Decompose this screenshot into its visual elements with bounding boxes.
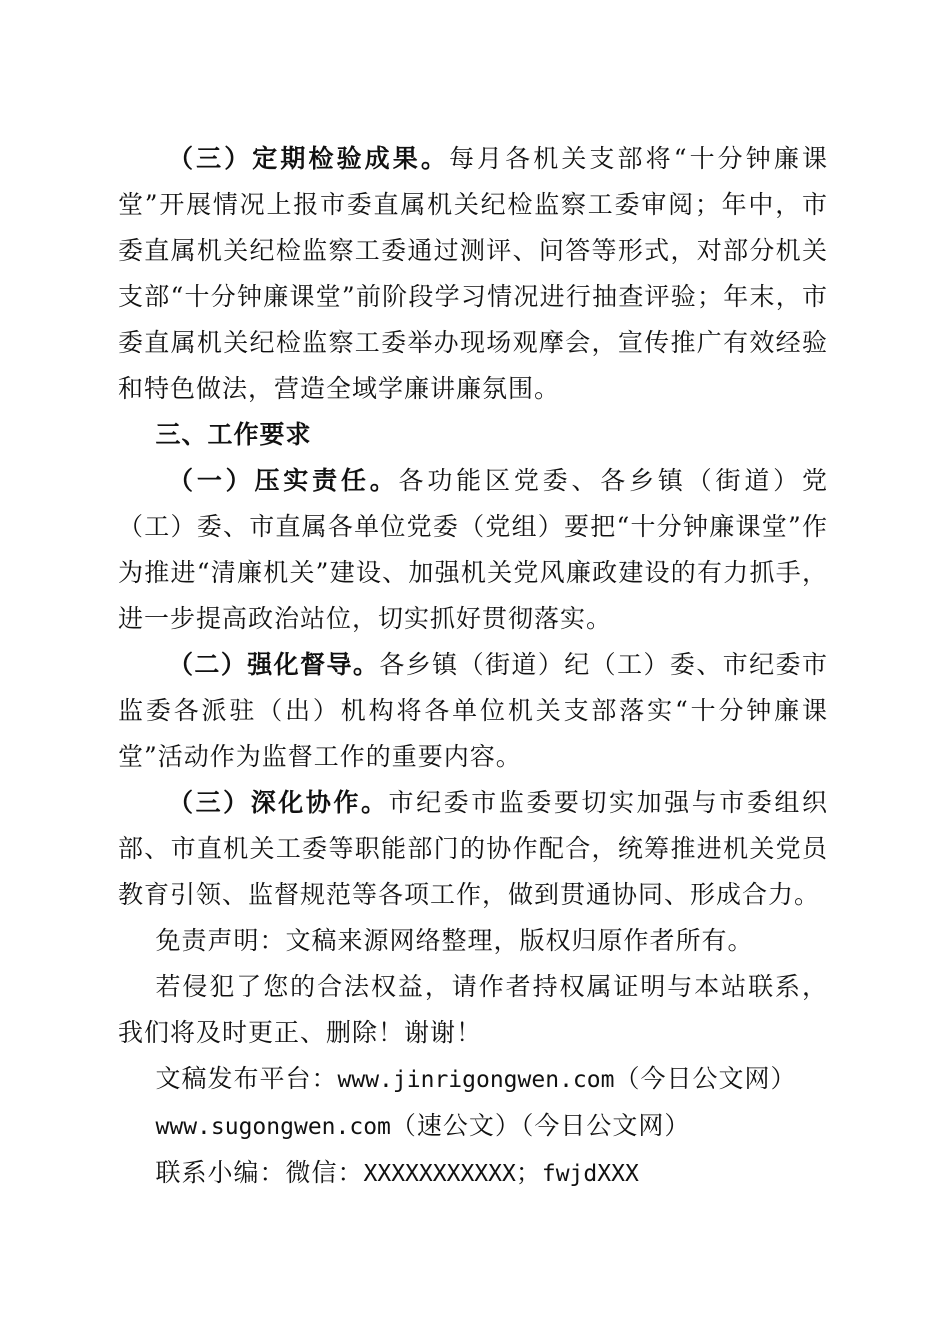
document-body	[118, 136, 828, 1197]
contact-separator: ；	[515, 1158, 542, 1187]
paragraph-heading: （一）压实责任。	[168, 466, 399, 495]
platform-line-1	[118, 1056, 828, 1103]
platform-label: 文稿发布平台：	[155, 1064, 338, 1093]
paragraph-responsibility	[118, 458, 828, 642]
contact-line	[118, 1150, 828, 1197]
paragraph-heading: （二）强化督导。	[168, 650, 380, 679]
disclaimer-line-1: 免责声明：文稿来源网络整理，版权归原作者所有。	[155, 926, 754, 955]
platform-name-1: （今日公文网）	[614, 1064, 797, 1093]
platform-name-2: （速公文）（今日公文网）	[390, 1111, 691, 1140]
platform-url-1[interactable]: www.jinrigongwen.com	[337, 1067, 615, 1093]
platform-line-2	[118, 1103, 828, 1150]
paragraph-text: 每月各机关支部将“十分钟廉课堂”开展情况上报市委直属机关纪检监察工委审阅；年中，市委直属机关纪检监察工委通过测评、问答等形式，对部分机关支部“十分钟廉课堂”前阶段学习情况进行抽查评验；年末，市委直属机关纪检监察工委举办现场观摩会，宣传推广有效经验和特色做法，营造全域学廉讲廉氛围。	[118, 144, 828, 403]
contact-label: 联系小编：微信：	[155, 1158, 364, 1187]
contact-wechat: XXXXXXXXXXX	[363, 1161, 516, 1187]
paragraph-text: 各功能区党委、各乡镇（街道）党（工）委、市直属各单位党委（党组）要把“十分钟廉课堂”作为推进“清廉机关”建设、加强机关党风廉政建设的有力抓手，进一步提高政治站位，切实抓好贯彻落实。	[118, 466, 828, 633]
paragraph-text: 各乡镇（街道）纪（工）委、市纪委市监委各派驻（出）机构将各单位机关支部落实“十分钟廉课堂”活动作为监督工作的重要内容。	[118, 650, 828, 771]
section-title: 三、工作要求	[155, 420, 312, 449]
paragraph-heading: （三）定期检验成果。	[168, 144, 449, 173]
paragraph-cooperation	[118, 780, 828, 918]
disclaimer-line-2: 若侵犯了您的合法权益，请作者持权属证明与本站联系，我们将及时更正、删除！谢谢！	[118, 972, 828, 1047]
paragraph-supervision	[118, 642, 828, 780]
paragraph-text: 市纪委市监委要切实加强与市委组织部、市直机关工委等职能部门的协作配合，统筹推进机关党员教育引领、监督规范等各项工作，做到贯通协同、形成合力。	[118, 788, 828, 909]
paragraph-regular-review	[118, 136, 828, 412]
contact-id: fwjdXXX	[541, 1161, 639, 1187]
platform-url-2[interactable]: www.sugongwen.com	[155, 1114, 391, 1140]
paragraph-heading: （三）深化协作。	[168, 788, 389, 817]
